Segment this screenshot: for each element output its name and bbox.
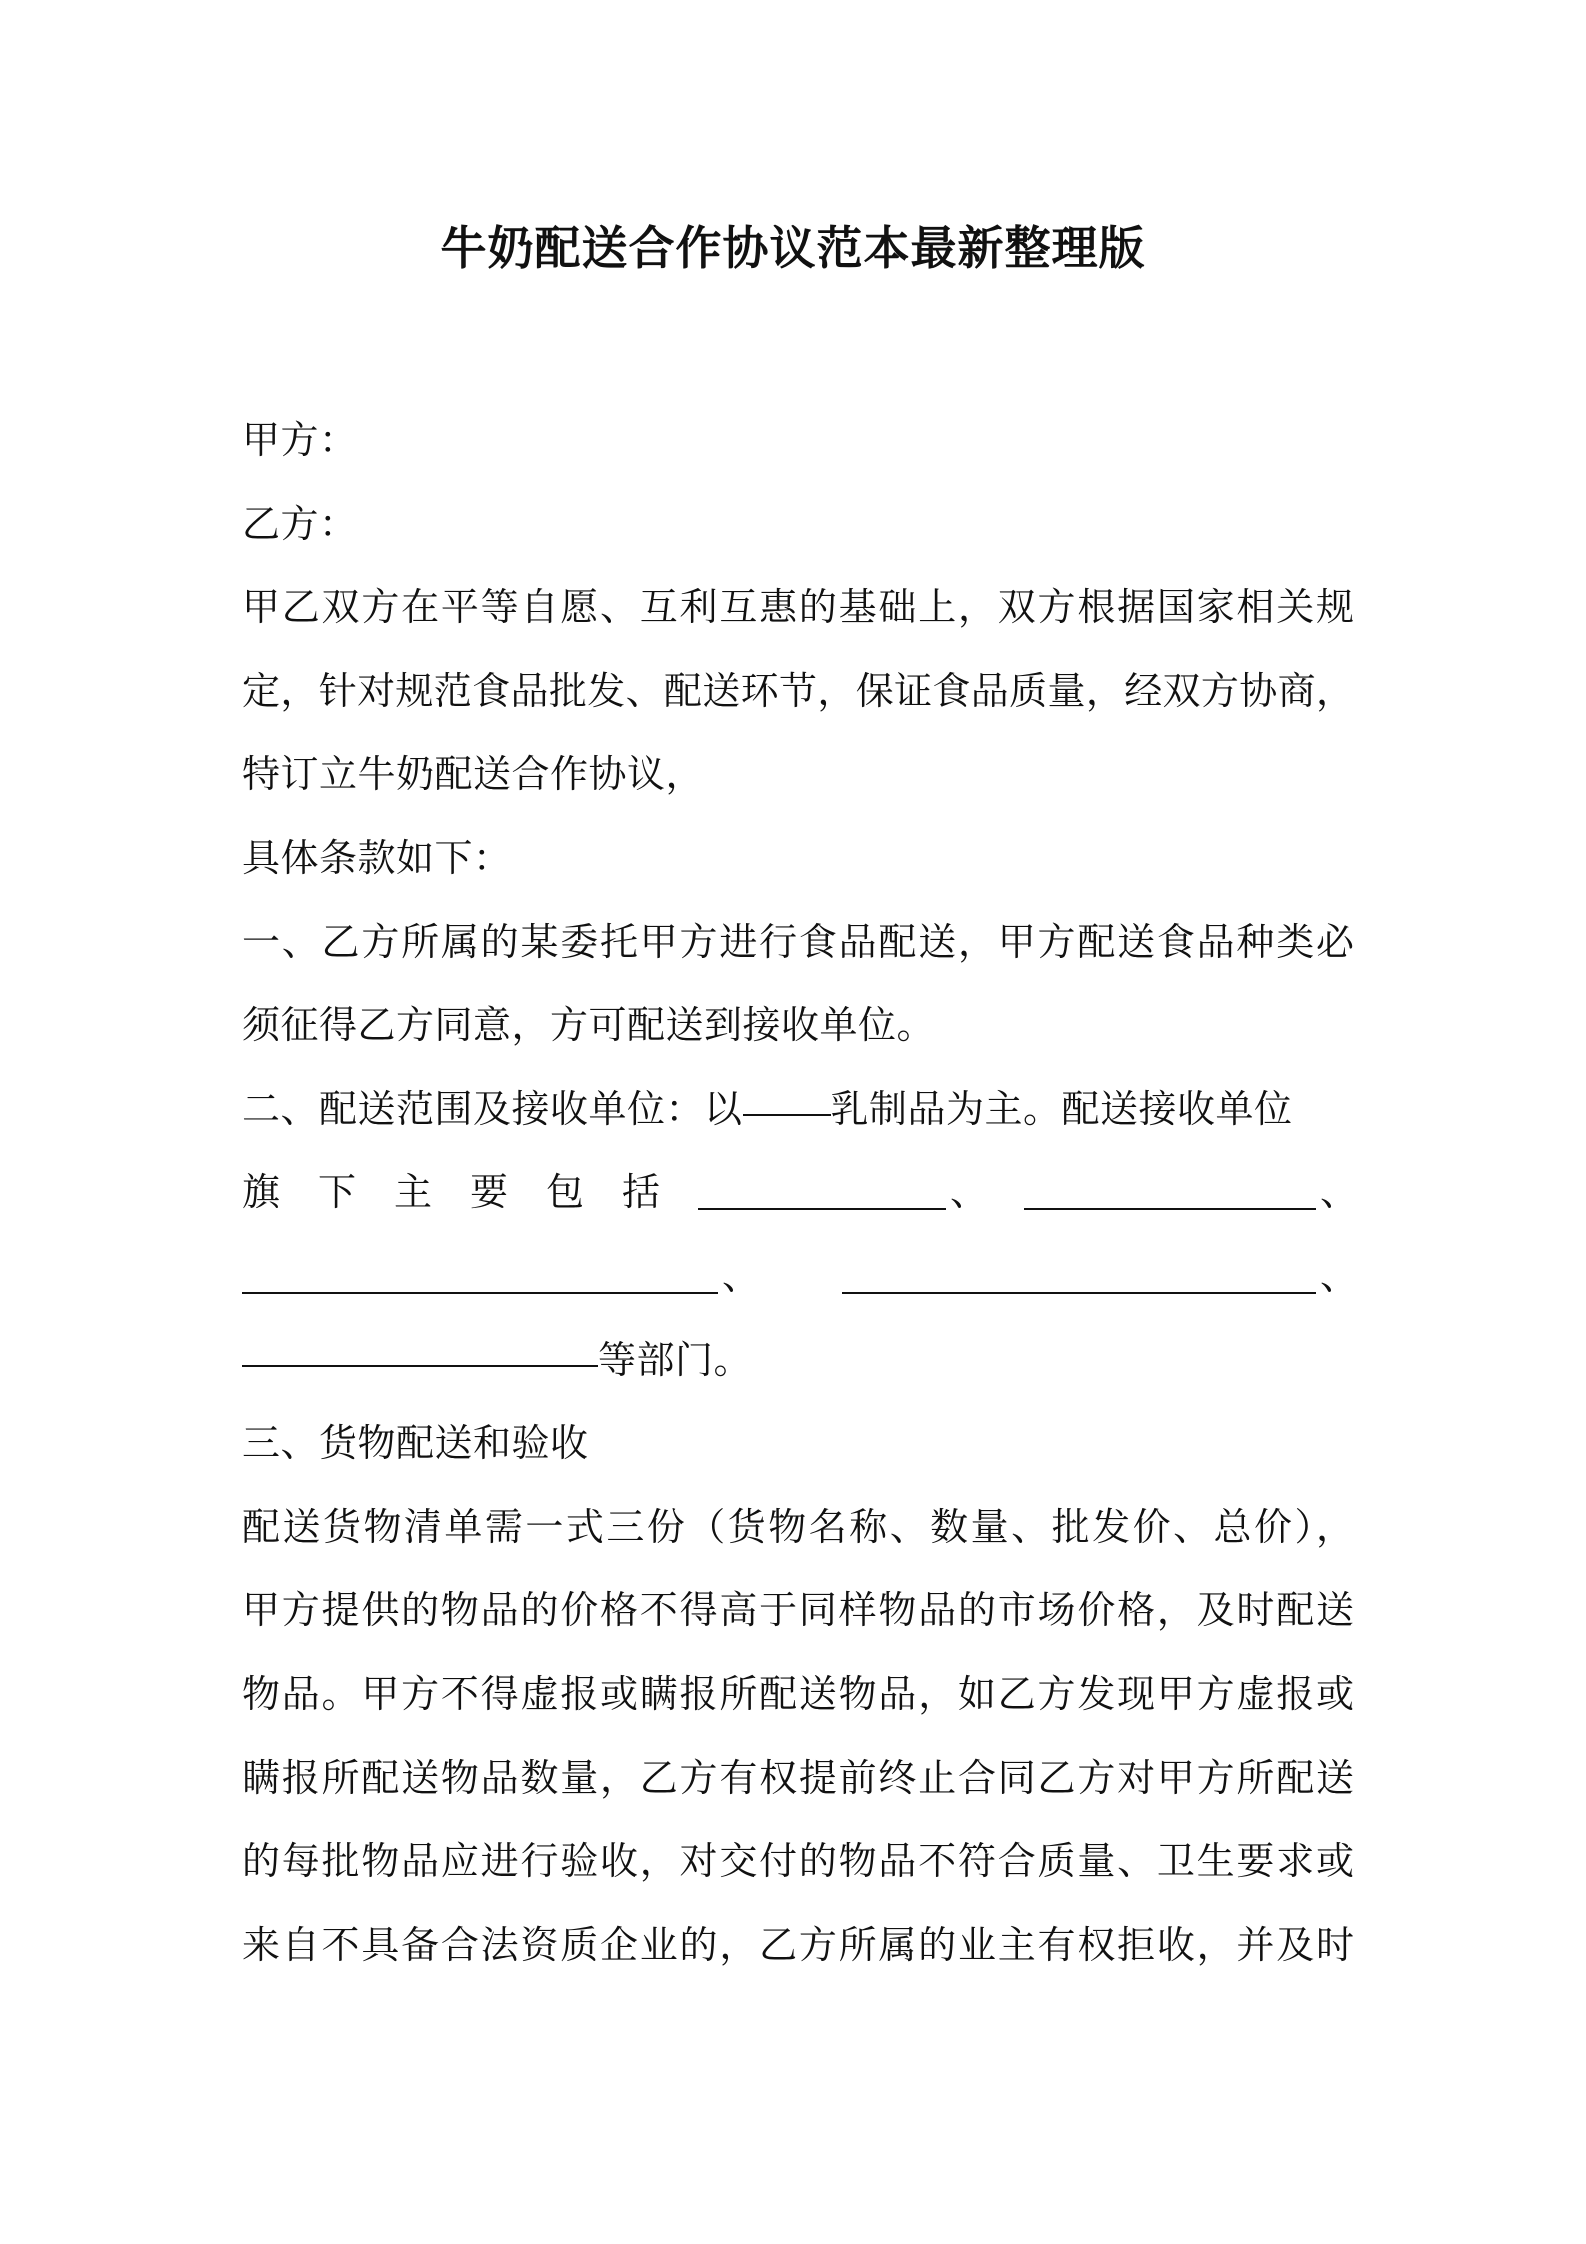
clause-2-line-1 [242, 1079, 1354, 1139]
fill-in-blank-product [743, 1076, 831, 1116]
clause-3-line-4: 瞒报所配送物品数量，乙方有权提前终止合同乙方对甲方所配送 [242, 1756, 1354, 1800]
clause-3-line-3: 物品。甲方不得虚报或瞒报所配送物品，如乙方发现甲方虚报或 [242, 1672, 1354, 1716]
party-b-label: 乙方： [242, 502, 358, 546]
party-a-label: 甲方： [242, 418, 358, 462]
clause-3-line-1: 配送货物清单需一式三份（货物名称、数量、批发价、总价）， [242, 1505, 1354, 1549]
fill-in-blank-department-5 [242, 1327, 598, 1367]
clause-2-scope-text: 二、配送范围及接收单位：以 [242, 1087, 743, 1131]
spaced-char: 要 [470, 1170, 509, 1214]
clause-3-line-2: 甲方提供的物品的价格不得高于同样物品的市场价格，及时配送 [242, 1588, 1354, 1632]
intro-line-2: 定，针对规范食品批发、配送环节，保证食品质量，经双方协商， [242, 669, 1354, 713]
clause-1-line-2: 须征得乙方同意，方可配送到接收单位。 [242, 1003, 936, 1047]
spaced-char: 下 [318, 1170, 357, 1214]
list-separator: 、 [1320, 1170, 1359, 1214]
clause-1-line-1: 一、乙方所属的某委托甲方进行食品配送，甲方配送食品种类必 [242, 920, 1354, 964]
clause-2-line-2 [242, 1162, 1359, 1222]
list-separator: 、 [950, 1170, 989, 1214]
clause-2-ending: 等部门。 [598, 1338, 753, 1382]
clause-3-heading: 三、货物配送和验收 [242, 1421, 589, 1465]
spaced-char: 主 [394, 1170, 433, 1214]
fill-in-blank-department-4 [842, 1254, 1316, 1294]
clause-2-line-4 [242, 1330, 752, 1390]
intro-line-1: 甲乙双方在平等自愿、互利互惠的基础上，双方根据国家相关规 [242, 585, 1354, 629]
list-separator: 、 [722, 1254, 761, 1298]
spaced-char: 旗 [242, 1170, 281, 1214]
fill-in-blank-department-3 [242, 1254, 718, 1294]
fill-in-blank-department-2 [1024, 1170, 1316, 1210]
spaced-char: 包 [546, 1170, 585, 1214]
list-separator: 、 [1320, 1254, 1359, 1298]
document-title: 牛奶配送合作协议范本最新整理版 [440, 221, 1146, 275]
fill-in-blank-department-1 [698, 1170, 946, 1210]
clause-2-line-3 [242, 1246, 1359, 1306]
clause-3-line-5: 的每批物品应进行验收，对交付的物品不符合质量、卫生要求或 [242, 1839, 1354, 1883]
spaced-char: 括 [622, 1170, 661, 1214]
clause-2-scope-tail: 乳制品为主。配送接收单位 [830, 1087, 1293, 1131]
intro-line-3: 特订立牛奶配送合作协议， [242, 752, 705, 796]
terms-heading: 具体条款如下： [242, 836, 512, 880]
clause-3-line-6: 来自不具备合法资质企业的，乙方所属的业主有权拒收，并及时 [242, 1923, 1354, 1967]
